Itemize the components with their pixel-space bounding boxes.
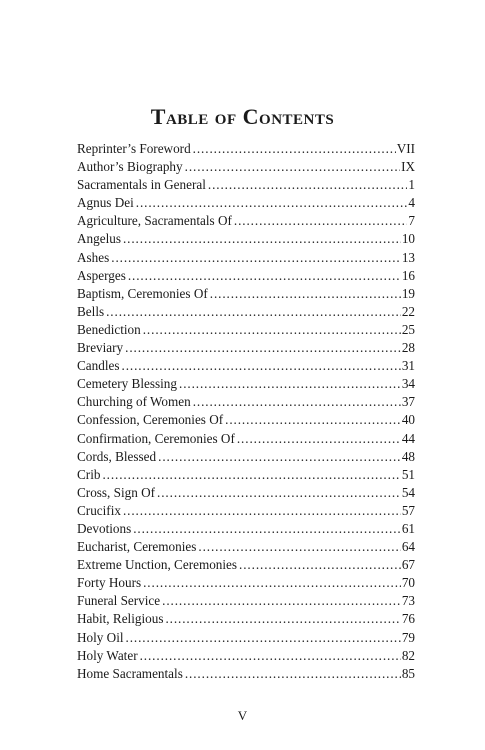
toc-entry-page-number: 4	[408, 195, 415, 211]
toc-entry-page-number: 1	[408, 177, 415, 193]
toc-entry-page-number: 54	[401, 484, 415, 500]
toc-entry-page-number: 16	[401, 267, 415, 283]
toc-entry-page-number: 79	[401, 629, 415, 645]
toc-entry-label: Cross, Sign Of	[77, 484, 156, 500]
toc-entry-label: Angelus	[77, 231, 121, 247]
toc-entry	[77, 158, 415, 176]
toc-entry-page-number: 13	[401, 249, 415, 265]
toc-entry-page-number: 57	[401, 502, 415, 518]
toc-entry	[77, 285, 415, 303]
dot-leader	[185, 665, 401, 683]
dot-leader	[208, 176, 408, 194]
toc-entry	[77, 230, 415, 248]
dot-leader	[165, 610, 400, 628]
toc-entry	[77, 339, 415, 357]
toc-entry-page-number: 37	[401, 394, 415, 410]
toc-entry-label: Agnus Dei	[77, 195, 134, 211]
dot-leader	[122, 357, 401, 375]
table-of-contents	[77, 140, 415, 683]
toc-entry-page-number: 19	[401, 285, 415, 301]
toc-entry-page-number: 51	[401, 466, 415, 482]
toc-entry-label: Benediction	[77, 321, 141, 337]
dot-leader	[133, 520, 401, 538]
toc-entry-page-number: 64	[401, 539, 415, 555]
toc-entry	[77, 466, 415, 484]
dot-leader	[123, 502, 401, 520]
toc-entry	[77, 665, 415, 683]
dot-leader	[106, 303, 401, 321]
toc-entry-label: Holy Water	[77, 647, 138, 663]
toc-entry-page-number: 28	[401, 340, 415, 356]
toc-entry-label: Crib	[77, 466, 101, 482]
toc-entry-label: Confirmation, Ceremonies Of	[77, 430, 235, 446]
toc-entry	[77, 592, 415, 610]
toc-entry	[77, 538, 415, 556]
dot-leader	[143, 321, 401, 339]
toc-entry-label: Cords, Blessed	[77, 448, 157, 464]
toc-entry	[77, 140, 415, 158]
toc-entry	[77, 212, 415, 230]
dot-leader	[111, 249, 401, 267]
toc-entry-label: Home Sacramentals	[77, 665, 183, 681]
toc-entry	[77, 574, 415, 592]
toc-entry-page-number: 25	[401, 321, 415, 337]
toc-entry-page-number: 85	[401, 665, 415, 681]
toc-entry	[77, 629, 415, 647]
dot-leader	[234, 212, 408, 230]
toc-entry-label: Habit, Religious	[77, 611, 164, 627]
dot-leader	[126, 629, 401, 647]
toc-entry-page-number: 48	[401, 448, 415, 464]
dot-leader	[158, 448, 401, 466]
toc-entry	[77, 484, 415, 502]
toc-entry-page-number: VII	[396, 141, 415, 156]
toc-entry-label: Confession, Ceremonies Of	[77, 412, 224, 428]
page-number-footer: V	[237, 708, 248, 723]
dot-leader	[185, 158, 400, 176]
toc-entry-page-number: 40	[401, 412, 415, 428]
dot-leader	[210, 285, 401, 303]
toc-entry	[77, 357, 415, 375]
toc-entry-label: Extreme Unction, Ceremonies	[77, 557, 238, 573]
dot-leader	[237, 430, 401, 448]
toc-entry-label: Funeral Service	[77, 593, 161, 609]
dot-leader	[102, 466, 400, 484]
dot-leader	[143, 574, 401, 592]
toc-entry-label: Asperges	[77, 267, 126, 283]
toc-entry-page-number: 44	[401, 430, 415, 446]
page-title: Table of Contents	[150, 104, 335, 129]
toc-entry	[77, 176, 415, 194]
toc-entry	[77, 194, 415, 212]
toc-entry	[77, 303, 415, 321]
toc-entry-label: Author’s Biography	[77, 159, 183, 175]
toc-entry	[77, 448, 415, 466]
toc-entry	[77, 375, 415, 393]
toc-entry	[77, 430, 415, 448]
toc-entry	[77, 610, 415, 628]
toc-entry-page-number: 31	[401, 358, 415, 374]
dot-leader	[179, 375, 401, 393]
toc-entry-label: Forty Hours	[77, 575, 142, 591]
toc-entry	[77, 556, 415, 574]
toc-entry-page-number: 76	[401, 611, 415, 627]
dot-leader	[136, 194, 408, 212]
toc-entry-label: Churching of Women	[77, 394, 191, 410]
toc-entry-label: Baptism, Ceremonies Of	[77, 285, 208, 301]
toc-entry-page-number: IX	[401, 159, 415, 175]
toc-entry	[77, 520, 415, 538]
dot-leader	[125, 339, 401, 357]
toc-entry-page-number: 22	[401, 303, 415, 319]
toc-entry-label: Holy Oil	[77, 629, 124, 645]
toc-entry-label: Ashes	[77, 249, 110, 265]
dot-leader	[239, 556, 401, 574]
toc-entry	[77, 393, 415, 411]
toc-entry-page-number: 7	[408, 213, 415, 229]
toc-entry-label: Devotions	[77, 520, 132, 536]
dot-leader	[162, 592, 401, 610]
toc-entry-label: Eucharist, Ceremonies	[77, 539, 197, 555]
toc-entry-page-number: 34	[401, 376, 415, 392]
toc-entry-label: Candles	[77, 358, 120, 374]
dot-leader	[128, 267, 401, 285]
toc-entry-label: Reprinter’s Foreword	[77, 141, 191, 156]
toc-entry-page-number: 61	[401, 520, 415, 536]
toc-entry	[77, 647, 415, 665]
dot-leader	[198, 538, 400, 556]
dot-leader	[225, 411, 401, 429]
dot-leader	[193, 140, 396, 158]
toc-entry-label: Crucifix	[77, 502, 121, 518]
toc-entry	[77, 502, 415, 520]
toc-entry-page-number: 67	[401, 557, 415, 573]
toc-entry-label: Sacramentals in General	[77, 177, 206, 193]
toc-entry	[77, 321, 415, 339]
dot-leader	[193, 393, 401, 411]
dot-leader	[157, 484, 401, 502]
dot-leader	[123, 230, 401, 248]
dot-leader	[140, 647, 401, 665]
toc-entry-label: Agriculture, Sacramentals Of	[77, 213, 232, 229]
toc-entry	[77, 411, 415, 429]
toc-entry-page-number: 10	[401, 231, 415, 247]
toc-entry-label: Breviary	[77, 340, 124, 356]
toc-entry-page-number: 82	[401, 647, 415, 663]
toc-entry-label: Bells	[77, 303, 105, 319]
toc-entry-page-number: 70	[401, 575, 415, 591]
toc-entry	[77, 249, 415, 267]
toc-entry	[77, 267, 415, 285]
toc-entry-page-number: 73	[401, 593, 415, 609]
toc-entry-label: Cemetery Blessing	[77, 376, 177, 392]
